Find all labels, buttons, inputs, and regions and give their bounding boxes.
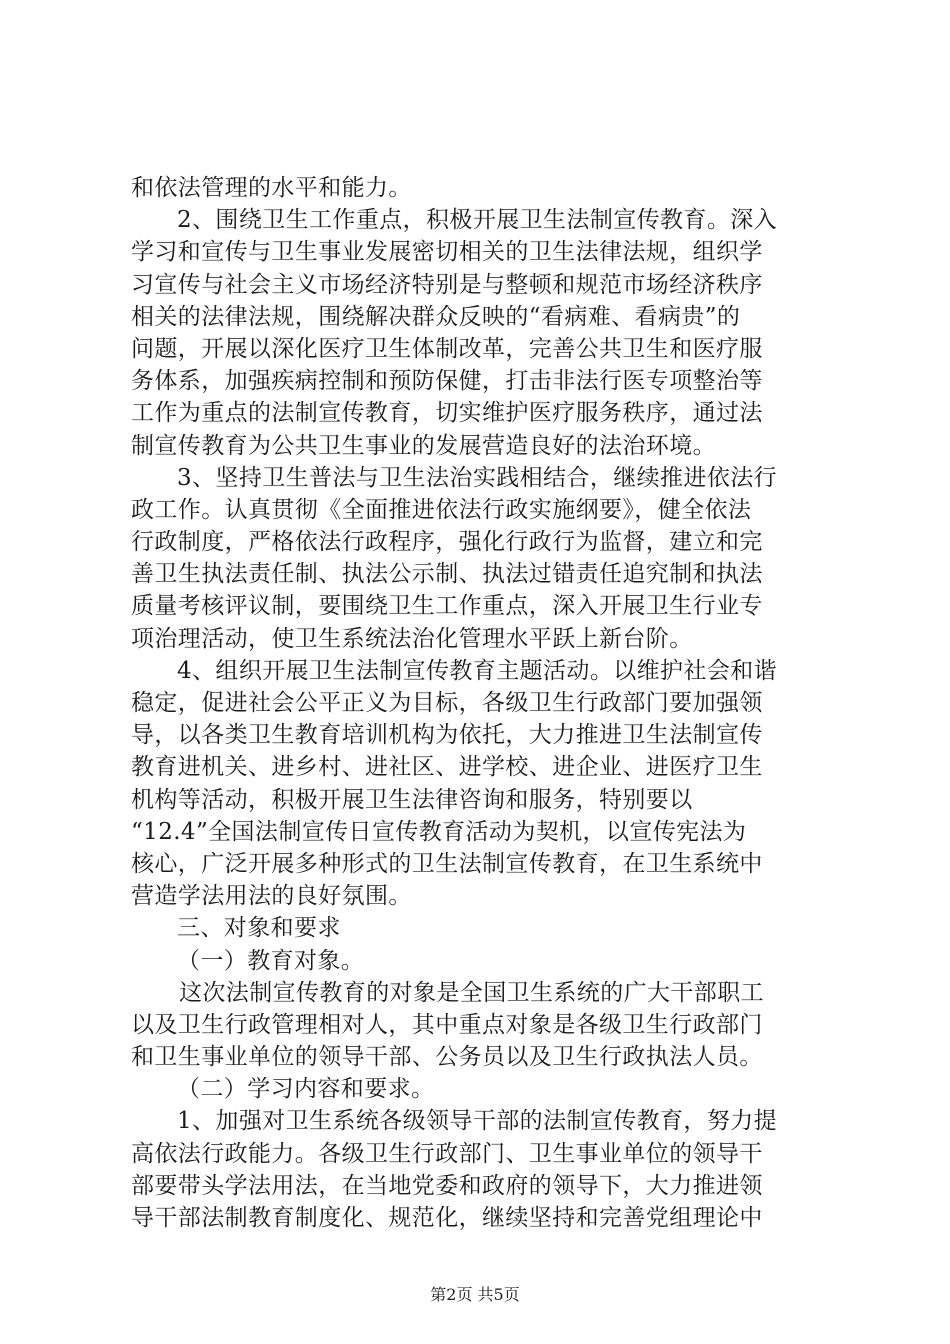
text-line: 营造学法用法的良好氛围。 <box>131 883 412 910</box>
subsection-heading: （一）教育对象。 <box>177 947 365 974</box>
text-line: 高依法行政能力。各级卫生行政部门、卫生事业单位的领导干 <box>131 1140 763 1167</box>
text-line: 务体系，加强疾病控制和预防保健，打击非法行医专项整治等 <box>131 368 763 395</box>
subsection-heading: （二）学习内容和要求。 <box>177 1076 435 1103</box>
text-line: 稳定，促进社会公平正义为目标，各级卫生行政部门要加强领 <box>131 690 763 716</box>
text-line: 工作为重点的法制宣传教育，切实维护医疗服务秩序，通过法 <box>131 400 763 427</box>
text-line: 以及卫生行政管理相对人，其中重点对象是各级卫生行政部门 <box>131 1011 763 1038</box>
text-line: 和依法管理的水平和能力。 <box>131 175 412 201</box>
text-line: 教育进机关、进乡村、进社区、进学校、进企业、进医疗卫生 <box>131 754 763 781</box>
document-body <box>131 172 827 1234</box>
text-line: 学习和宣传与卫生事业发展密切相关的卫生法律法规，组织学 <box>131 239 763 266</box>
text-line: 问题，开展以深化医疗卫生体制改革，完善公共卫生和医疗服 <box>131 335 763 362</box>
paragraph-start: 1、加强对卫生系统各级领导干部的法制宣传教育，努力提 <box>177 1108 778 1135</box>
paragraph-2-start: 2、围绕卫生工作重点，积极开展卫生法制宣传教育。深入 <box>177 207 778 234</box>
text-line: 相关的法律法规，围绕解决群众反映的“看病难、看病贵”的 <box>131 303 741 330</box>
page-number-footer: 第2页 共5页 <box>430 1285 520 1304</box>
text-line: 行政制度，严格依法行政程序，强化行政行为监督，建立和完 <box>131 529 763 556</box>
text-line: 政工作。认真贯彻《全面推进依法行政实施纲要》，健全依法 <box>131 496 752 523</box>
paragraph-3-start: 3、坚持卫生普法与卫生法治实践相结合，继续推进依法行 <box>177 464 778 491</box>
text-line: 习宣传与社会主义市场经济特别是与整顿和规范市场经济秩序 <box>131 271 763 298</box>
text-line: 质量考核评议制，要围绕卫生工作重点，深入开展卫生行业专 <box>131 593 763 620</box>
text-line: 核心，广泛开展多种形式的卫生法制宣传教育，在卫生系统中 <box>131 850 763 877</box>
text-line: 导干部法制教育制度化、规范化，继续坚持和完善党组理论中 <box>131 1205 763 1231</box>
section-heading: 三、对象和要求 <box>177 915 341 942</box>
text-line: 制宣传教育为公共卫生事业的发展营造良好的法治环境。 <box>131 432 716 459</box>
text-line: 导，以各类卫生教育培训机构为依托，大力推进卫生法制宣传 <box>131 722 763 749</box>
text-line: 善卫生执法责任制、执法公示制、执法过错责任追究制和执法 <box>131 561 763 588</box>
paragraph-start: 这次法制宣传教育的对象是全国卫生系统的广大干部职工 <box>179 979 764 1006</box>
text-line: 和卫生事业单位的领导干部、公务员以及卫生行政执法人员。 <box>131 1044 763 1071</box>
text-line: 机构等活动，积极开展卫生法律咨询和服务，特别要以 <box>131 786 693 813</box>
text-line: 部要带头学法用法，在当地党委和政府的领导下，大力推进领 <box>131 1172 763 1199</box>
text-line: “12.4”全国法制宣传日宣传教育活动为契机，以宣传宪法为 <box>131 818 747 845</box>
text-line: 项治理活动，使卫生系统法治化管理水平跃上新台阶。 <box>131 625 693 652</box>
paragraph-4-start: 4、组织开展卫生法制宣传教育主题活动。以维护社会和谐 <box>177 657 778 684</box>
